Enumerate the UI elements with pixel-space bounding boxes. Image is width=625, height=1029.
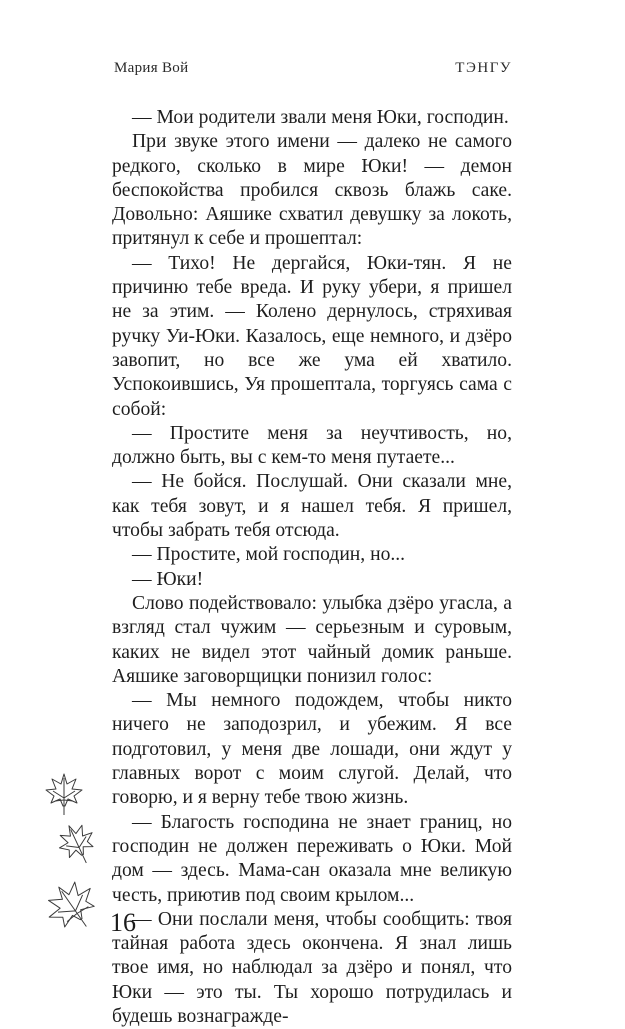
paragraph: — Юки!	[132, 568, 204, 590]
paragraph: При звуке этого имени — далеко не самого редкого, сколько в мире Юки! — демон беспокойства пробился сквозь блажь саке. Довольно: Аяшике схватил девушку за локоть, притянул к себе и прошептал:	[112, 131, 512, 250]
maple-leaf-icon	[44, 880, 100, 932]
paragraph: — Простите, мой господин, но...	[132, 544, 406, 566]
header-author: Мария Вой	[114, 60, 189, 76]
paragraph: — Не бойся. Послушай. Они сказали мне, как тебя зовут, и я нашел тебя. Я пришел, чтобы забрать тебя отсюда.	[112, 471, 512, 542]
header-title: ТЭНГУ	[455, 60, 512, 76]
paragraph: — Тихо! Не дергайся, Юки-тян. Я не причиню тебе вреда. И руку убери, я пришел не за этим. — Колено дернулось, стряхивая ручку Уи-Юки. Казалось, еще немного, и дзёро завопит, но все же ума ей хватило. Успокоившись, Уя прошептала, торгуясь сама с собой:	[112, 252, 512, 420]
paragraph: — Простите меня за неучтивость, но, должно быть, вы с кем-то меня путаете...	[112, 422, 512, 469]
paragraph: — Они послали меня, чтобы сообщить: твоя тайная работа здесь окончена. Я знал лишь твое имя, но наблюдал за дзёро и понял, что Юки — это ты. Ты хорошо потрудилась и будешь вознагражде-	[112, 908, 512, 1027]
maple-leaf-icon	[56, 820, 98, 866]
page-number: 16	[110, 908, 136, 937]
maple-leaf-icon	[44, 770, 84, 816]
paragraph: — Благость господина не знает границ, но господин не должен переживать о Юки. Мой дом — здесь. Мама-сан оказала мне великую честь, приютив под своим крылом...	[112, 811, 512, 906]
paragraph: — Мои родители звали меня Юки, господин.	[132, 107, 509, 128]
paragraph: Слово подействовало: улыбка дзёро угасла, а взгляд стал чужим — серьезным и суровым, каких не видел этот чайный домик раньше. Аяшике заговорщицки понизил голос:	[112, 592, 512, 687]
body-text	[112, 106, 512, 1029]
paragraph: — Мы немного подождем, чтобы никто ничего не заподозрил, и убежим. Я все подготовил, у меня две лошади, они ждут у главных ворот с моим слугой. Делай, что говорю, и я верну тебе твою жизнь.	[112, 690, 512, 809]
